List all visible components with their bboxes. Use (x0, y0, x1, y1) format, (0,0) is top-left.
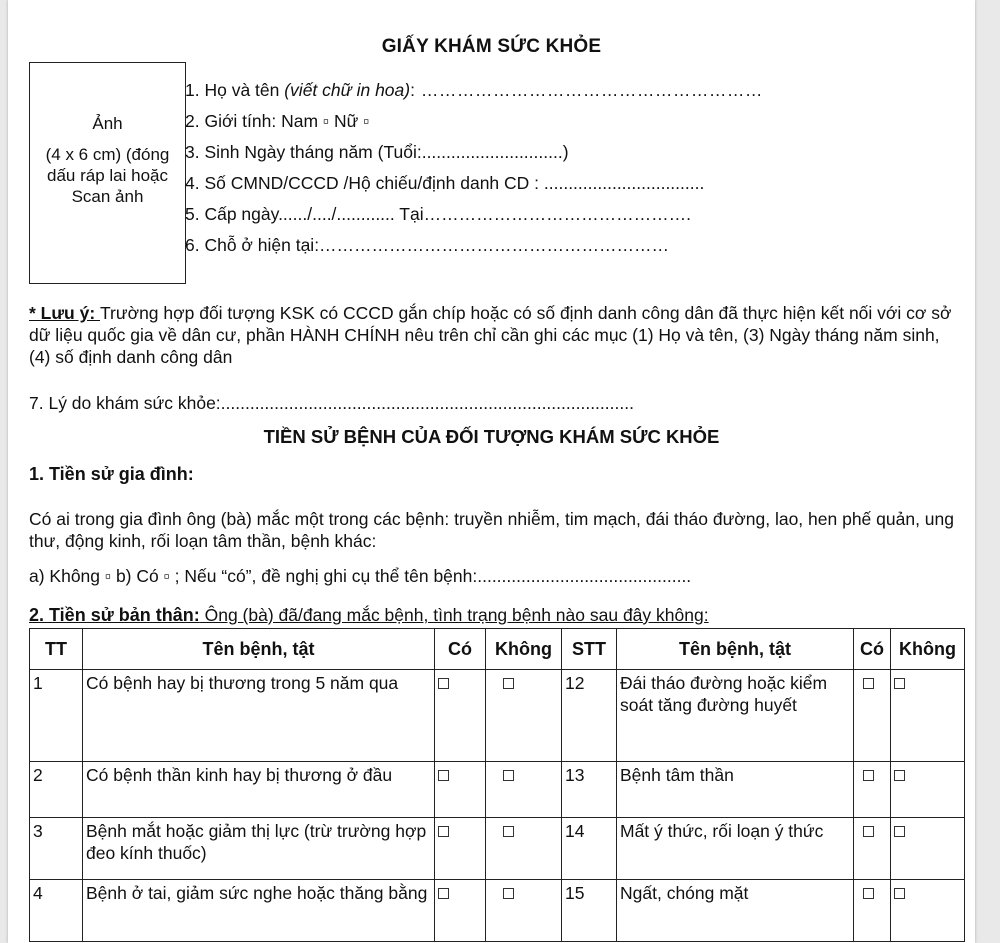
table-row (30, 880, 965, 942)
no-checkbox[interactable] (486, 880, 562, 942)
yes-checkbox[interactable] (435, 762, 486, 818)
address-field: 6. Chỗ ở hiện tại:…………………………………………………… (185, 235, 670, 255)
row-number: 15 (562, 880, 617, 942)
yes-checkbox[interactable] (854, 880, 891, 942)
table-row (30, 818, 965, 880)
header-disease-name: Tên bệnh, tật (83, 629, 435, 670)
note-paragraph (29, 302, 964, 368)
note-text: Trường hợp đối tượng KSK có CCCD gắn chíp hoặc có số định danh công dân đã thực hiện kết nối với cơ sở dữ liệu quốc gia về dân cư, phần HÀNH CHÍNH nêu trên chỉ cần ghi các mục (1) Họ và tên, (3) Ngày tháng năm sinh, (4) số định danh công dân (29, 303, 952, 367)
header-yes-2: Có (854, 629, 891, 670)
disease-name: Có bệnh hay bị thương trong 5 năm qua (83, 670, 435, 762)
photo-size-note: (4 x 6 cm) (đóng dấu ráp lai hoặc Scan ảnh (45, 145, 170, 206)
disease-table (29, 628, 965, 942)
row-number: 12 (562, 670, 617, 762)
header-stt: STT (562, 629, 617, 670)
no-checkbox[interactable] (891, 670, 965, 762)
table-row (30, 762, 965, 818)
disease-name: Có bệnh thần kinh hay bị thương ở đầu (83, 762, 435, 818)
yes-checkbox[interactable] (854, 670, 891, 762)
no-checkbox[interactable] (486, 818, 562, 880)
yes-checkbox[interactable] (435, 880, 486, 942)
history-title: TIỀN SỬ BỆNH CỦA ĐỐI TƯỢNG KHÁM SỨC KHỎE (263, 426, 720, 447)
disease-name: Mất ý thức, rối loạn ý thức (617, 818, 854, 880)
row-number: 3 (30, 818, 83, 880)
disease-name: Bệnh ở tai, giảm sức nghe hoặc thăng bằng (83, 880, 435, 942)
table-row (30, 670, 965, 762)
no-checkbox[interactable] (486, 762, 562, 818)
photo-label: Ảnh (92, 114, 123, 133)
document-title: GIẤY KHÁM SỨC KHỎE (381, 36, 602, 57)
family-history-answer: a) Không ▫ b) Có ▫ ; Nếu “có”, đề nghị ghi cụ thể tên bệnh:............................................ (29, 566, 692, 586)
yes-checkbox[interactable] (435, 818, 486, 880)
yes-checkbox[interactable] (854, 762, 891, 818)
row-number: 13 (562, 762, 617, 818)
personal-info (185, 78, 763, 264)
row-number: 2 (30, 762, 83, 818)
no-checkbox[interactable] (891, 880, 965, 942)
personal-history-question: Ông (bà) đã/đang mắc bệnh, tình trạng bệnh nào sau đây không: (199, 605, 709, 625)
note-label: * Lưu ý: (29, 303, 101, 323)
disease-name: Ngất, chóng mặt (617, 880, 854, 942)
header-no-2: Không (891, 629, 965, 670)
row-number: 4 (30, 880, 83, 942)
row-number: 14 (562, 818, 617, 880)
reason-field: 7. Lý do khám sức khỏe:..................................................................................... (29, 393, 634, 413)
name-field: 1. Họ và tên (viết chữ in hoa): ………………………………………………… (185, 80, 763, 100)
header-disease-name-2: Tên bệnh, tật (617, 629, 854, 670)
table-header-row (30, 629, 965, 670)
family-history-heading: 1. Tiền sử gia đình: (29, 464, 194, 484)
header-yes: Có (435, 629, 486, 670)
family-history-question: Có ai trong gia đình ông (bà) mắc một trong các bệnh: truyền nhiễm, tim mạch, đái tháo đường, lao, hen phế quản, ung thư, động kinh, rối loạn tâm thần, bệnh khác: (29, 509, 954, 551)
personal-history-heading: 2. Tiền sử bản thân: (29, 605, 200, 625)
yes-checkbox[interactable] (854, 818, 891, 880)
disease-name: Bệnh mắt hoặc giảm thị lực (trừ trường hợp đeo kính thuốc) (83, 818, 435, 880)
row-number: 1 (30, 670, 83, 762)
no-checkbox[interactable] (486, 670, 562, 762)
yes-checkbox[interactable] (435, 670, 486, 762)
photo-box (29, 62, 186, 284)
personal-history-line (29, 605, 709, 626)
disease-name: Đái tháo đường hoặc kiểm soát tăng đường huyết (617, 670, 854, 762)
document-page (8, 0, 975, 943)
dob-field: 3. Sinh Ngày tháng năm (Tuổi:.............................) (185, 142, 569, 162)
issue-field: 5. Cấp ngày....../..../............ Tại………………………………………. (185, 204, 691, 224)
header-tt: TT (30, 629, 83, 670)
gender-field: 2. Giới tính: Nam ▫ Nữ ▫ (185, 111, 370, 131)
header-no: Không (486, 629, 562, 670)
no-checkbox[interactable] (891, 818, 965, 880)
disease-name: Bệnh tâm thần (617, 762, 854, 818)
id-field: 4. Số CMND/CCCD /Hộ chiếu/định danh CD : ................................. (185, 173, 705, 193)
no-checkbox[interactable] (891, 762, 965, 818)
